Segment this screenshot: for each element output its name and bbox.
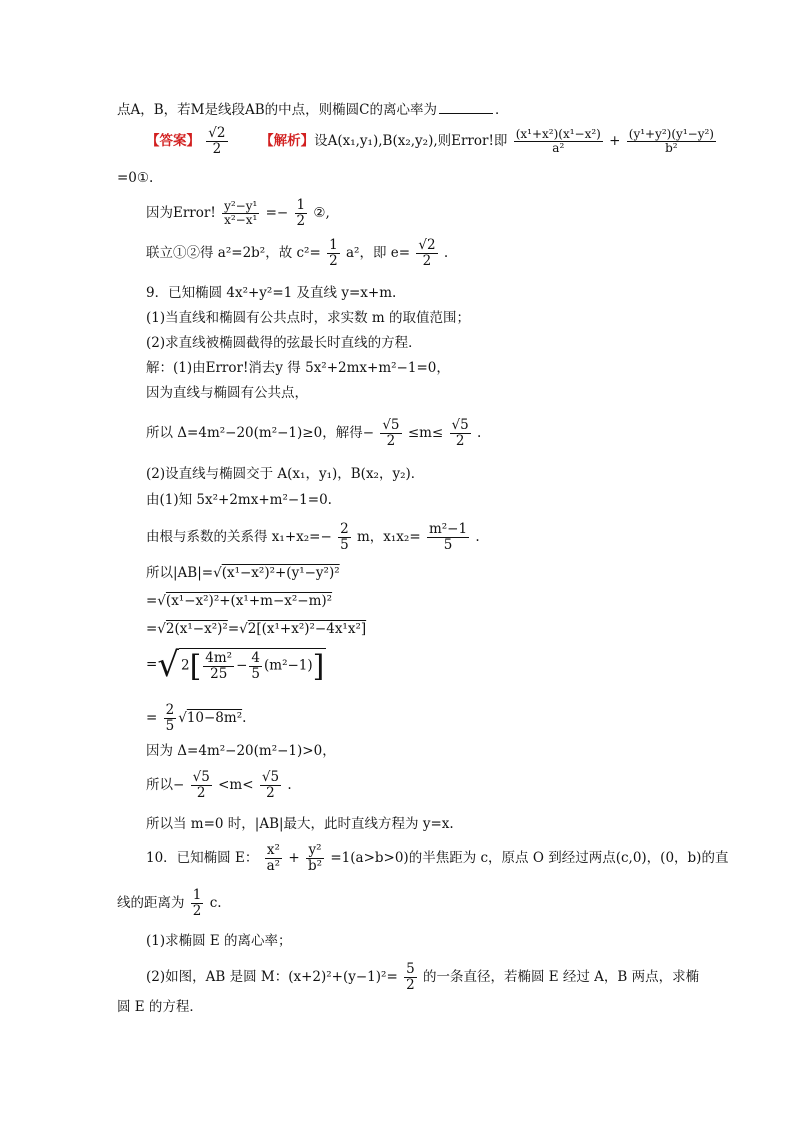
fraction: $\frac{\text{y²}}{\text{b²}}$ (308, 842, 323, 874)
question-9-part-1: (1)当直线和椭圆有公共点时，求实数 m 的取值范围； (146, 310, 471, 326)
fraction: $\frac{1}{2}$ (192, 887, 202, 919)
question-9-part-2: (2)求直线被椭圆截得的弦最长时直线的方程． (146, 335, 422, 351)
answer-tag: 【答案】 (146, 132, 200, 149)
solution-line: 所以|AB|=√(x¹−x²)²+(y¹−y²)² (146, 565, 340, 581)
question-10-part-2: (2)如图，AB 是圆 M：(x+2)²+(y−1)²= $\frac{5}{2}$ 的一条直径，若椭圆 E 经过 A，B 两点，求椭 (146, 961, 700, 993)
fraction: $\frac{2}{5}$ (340, 521, 349, 553)
question-9: 9．已知椭圆 4x²+y²=1 及直线 y=x+m. (146, 285, 397, 301)
fraction: $\frac{√2}{2}$ (208, 125, 226, 157)
solution-line: 因为直线与椭圆有公共点， (146, 385, 308, 401)
text-line (146, 238, 448, 269)
solution-line: =√2(x¹−x²)²=√2[(x¹+x²)²−4x¹x²] (146, 621, 367, 637)
text-segment: 设A(x₁,y₁),B(x₂,y₂),则Error!即 (314, 132, 508, 149)
solution-line: 所以 Δ=4m²−20(m²−1)≥0，解得− $\frac{√5}{2}$ ≤m≤ $\frac{√5}{2}$ . (146, 417, 482, 449)
text-segment: =0①. (117, 170, 154, 186)
fraction: $\frac{\text{y²−y¹}}{\text{x²−x¹}}$ (224, 198, 258, 227)
solution-line: 因为 Δ=4m²−20(m²−1)>0， (146, 743, 336, 759)
fraction: $\frac{1}{2}$ (329, 237, 338, 269)
solution-line: 解：(1)由Error!消去y 得 5x²+2mx+m²−1=0， (146, 360, 450, 376)
text-line (146, 198, 330, 229)
text-line (117, 101, 509, 118)
solution-line: = $\frac{2}{5}$ √10−8m². (146, 702, 247, 734)
text-line (117, 172, 153, 186)
text-segment: a²，即 e= (345, 244, 411, 261)
fraction: $\frac{√5}{2}$ (192, 769, 210, 801)
solution-line: 由根与系数的关系得 x₁+x₂=− $\frac{2}{5}$ m，x₁x₂= $\frac{\text{m²−1}}{5}$ . (146, 521, 480, 553)
question-10-part-1: (1)求椭圆 E 的离心率； (146, 933, 292, 949)
text-segment: 因为Error! (146, 204, 216, 221)
fraction: $\frac{√5}{2}$ (261, 769, 280, 801)
text-segment: 点A，B，若M是线段AB的中点，则椭圆C的离心率为 (117, 102, 437, 118)
text-segment: =− (265, 204, 289, 221)
question-10-part-2-continued: 圆 E 的方程． (117, 999, 203, 1015)
solution-line: 由(1)知 5x²+2mx+m²−1=0. (146, 492, 332, 508)
text-segment: ． (495, 102, 509, 118)
solution-line: =√ 2[ $\frac{\text{4m²}}{25}$ − $\frac{4}{5}$ (m²−1)] (146, 645, 325, 685)
solution-line: 所以− $\frac{√5}{2}$ <m< $\frac{√5}{2}$ . (146, 769, 292, 801)
text-segment: ②, (313, 204, 330, 221)
answer-line (146, 126, 718, 157)
text-segment: + (609, 132, 621, 149)
solution-line: =√(x¹−x²)²+(x¹+m−x²−m)² (146, 593, 333, 609)
question-10-continued: 线的距离为 $\frac{1}{2}$ c. (117, 887, 222, 919)
solution-line: 所以当 m=0 时，|AB|最大，此时直线方程为 y=x. (146, 816, 454, 832)
fraction: $\frac{\text{(y¹+y²)(y¹−y²)}}{\text{b²}}$ (628, 126, 714, 155)
fraction: $\frac{\text{m²−1}}{5}$ (428, 521, 468, 553)
fraction: $\frac{√2}{2}$ (418, 237, 436, 269)
question-10: 10．已知椭圆 E： $\frac{\text{x²}}{\text{a²}}$ + $\frac{\text{y²}}{\text{b²}}$ =1(a>b>0)的半焦距为 c，原点 O 到经过两点(c,0)，(0，b)的直 (146, 842, 729, 874)
answer-blank (439, 101, 493, 114)
analysis-tag: 【解析】 (260, 132, 315, 149)
text-segment: . (443, 244, 449, 261)
fraction: $\frac{5}{2}$ (406, 961, 415, 993)
text-segment: 联立①②得 a²=2b²，故 c²= (146, 244, 321, 261)
solution-line: (2)设直线与椭圆交于 A(x₁，y₁)，B(x₂，y₂)． (146, 466, 425, 482)
fraction: $\frac{√5}{2}$ (451, 417, 469, 449)
fraction: $\frac{√5}{2}$ (382, 417, 400, 449)
fraction: $\frac{\text{x²}}{\text{a²}}$ (266, 842, 281, 874)
fraction: $\frac{\text{(x¹+x²)(x¹−x²)}}{\text{a²}}$ (515, 126, 601, 155)
fraction: $\frac{1}{2}$ (296, 197, 306, 229)
fraction: $\frac{2}{5}$ (165, 702, 175, 734)
